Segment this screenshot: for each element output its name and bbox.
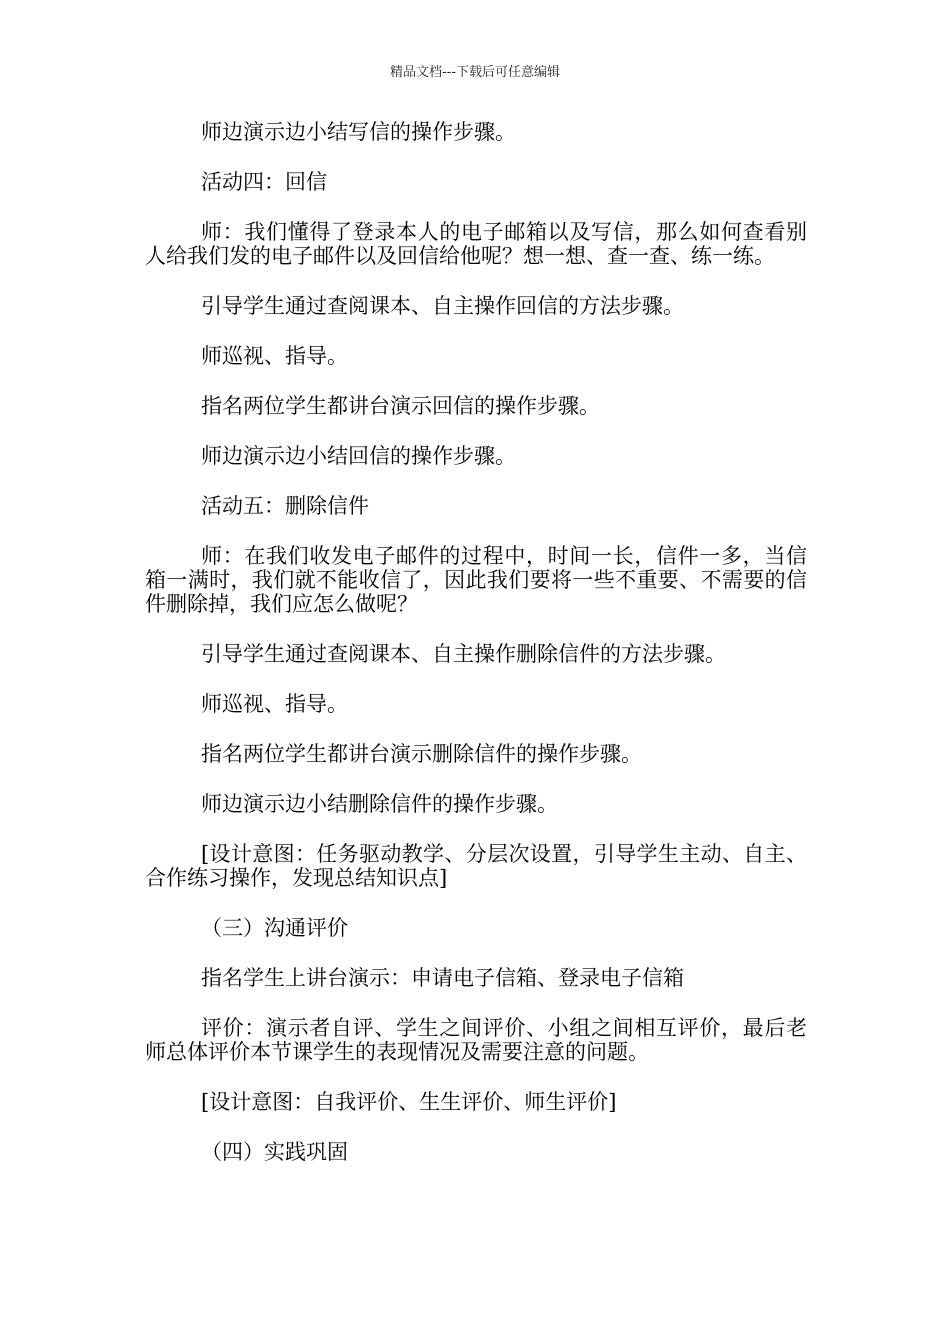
paragraph: 师：我们懂得了登录本人的电子邮箱以及写信，那么如何查看别人给我们发的电子邮件以及回信给他呢？想一想、查一查、练一练。 — [145, 220, 807, 268]
design-intent-note: [设计意图：任务驱动教学、分层次设置，引导学生主动、自主、合作练习操作，发现总结知识点] — [145, 842, 807, 890]
section-heading: 活动四：回信 — [201, 170, 327, 194]
paragraph: 引导学生通过查阅课本、自主操作删除信件的方法步骤。 — [201, 642, 726, 666]
section-heading: （三）沟通评价 — [201, 916, 348, 940]
paragraph: 师：在我们收发电子邮件的过程中，时间一长，信件一多，当信箱一满时，我们就不能收信了，因此我们要将一些不重要、不需要的信件删除掉，我们应怎么做呢？ — [145, 544, 807, 616]
paragraph: 评价：演示者自评、学生之间评价、小组之间相互评价，最后老师总体评价本节课学生的表现情况及需要注意的问题。 — [145, 1016, 807, 1064]
section-heading: 活动五：删除信件 — [201, 494, 369, 518]
document-body — [145, 120, 807, 1190]
paragraph: 师巡视、指导。 — [201, 692, 348, 716]
paragraph: 师边演示边小结写信的操作步骤。 — [201, 120, 516, 144]
page-header: 精品文档---下载后可任意编辑 — [389, 65, 561, 80]
paragraph: 师边演示边小结删除信件的操作步骤。 — [201, 792, 558, 816]
paragraph: 指名两位学生都讲台演示删除信件的操作步骤。 — [201, 742, 642, 766]
paragraph: 师巡视、指导。 — [201, 344, 348, 368]
design-intent-note: [设计意图：自我评价、生生评价、师生评价] — [201, 1090, 617, 1114]
paragraph: 指名学生上讲台演示：申请电子信箱、登录电子信箱 — [201, 966, 684, 990]
paragraph: 引导学生通过查阅课本、自主操作回信的方法步骤。 — [201, 294, 684, 318]
paragraph: 指名两位学生都讲台演示回信的操作步骤。 — [201, 394, 600, 418]
paragraph: 师边演示边小结回信的操作步骤。 — [201, 444, 516, 468]
section-heading: （四）实践巩固 — [201, 1140, 348, 1164]
